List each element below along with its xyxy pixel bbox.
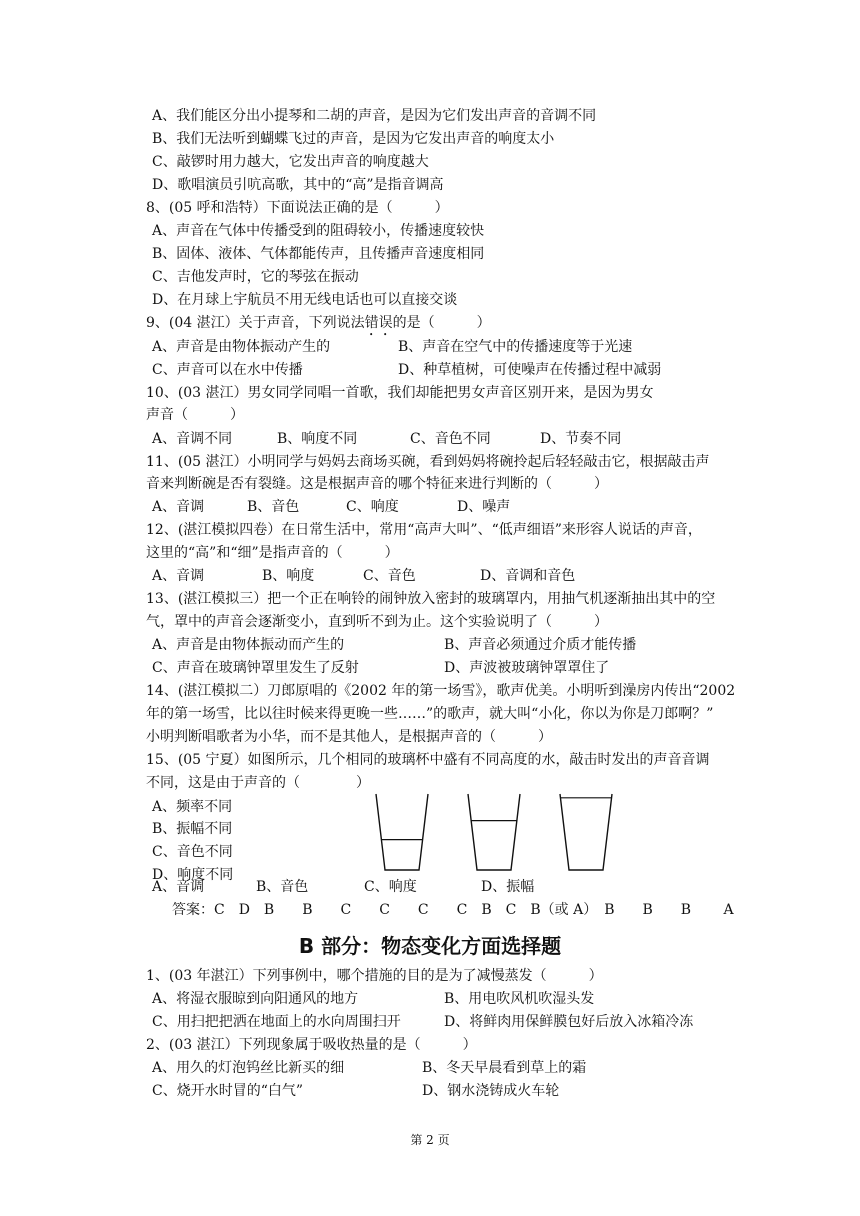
question-13-stem-cont: 气，罩中的声音会逐渐变小，直到听不到为止。这个实验说明了（ ） — [146, 614, 608, 630]
question-8-option-c: C、吉他发声时，它的琴弦在振动 — [152, 269, 359, 285]
question-9-option-b: B、声音在空气中的传播速度等于光速 — [398, 339, 633, 355]
section-b-question-1-stem: 1、(03 年湛江）下列事例中，哪个措施的目的是为了减慢蒸发（ ） — [146, 968, 603, 984]
question-13-option-d: D、声波被玻璃钟罩罩住了 — [444, 660, 610, 676]
question-9-stem-post: 的是（ ） — [392, 315, 491, 331]
question-15-stem-cont: 不同，这是由于声音的（ ） — [146, 775, 370, 791]
question-11-stem: 11、(05 湛江）小明同学与妈妈去商场买碗，看到妈妈将碗拎起后轻轻敲击它，根据敲击声 — [146, 454, 710, 470]
question-14-option-b: B、音色 — [256, 879, 309, 895]
section-b-question-1-option-d: D、将鲜肉用保鲜膜包好后放入冰箱冷冻 — [444, 1014, 694, 1030]
glass-cup — [376, 794, 428, 870]
question-13-option-b: B、声音必须通过介质才能传播 — [444, 637, 637, 653]
question-11-option-c: C、响度 — [346, 499, 399, 515]
question-13-stem: 13、(湛江模拟三）把一个正在响铃的闹钟放入密封的玻璃罩内，用抽气机逐渐抽出其中的空 — [146, 591, 716, 607]
question-13-option-c: C、声音在玻璃钟罩里发生了反射 — [152, 660, 359, 676]
question-8-stem: 8、(05 呼和浩特）下面说法正确的是（ ） — [146, 200, 449, 216]
section-b-question-1-option-c: C、用扫把把洒在地面上的水向周围扫开 — [152, 1014, 401, 1030]
question-15-option-d: D、响度不同 — [152, 867, 234, 883]
question-12-stem-cont: 这里的“高”和“细”是指声音的（ ） — [146, 545, 399, 561]
section-b-question-2-option-d: D、钢水浇铸成火车轮 — [422, 1083, 560, 1099]
question-9-option-d: D、种草植树，可使噪声在传播过程中减弱 — [398, 362, 662, 378]
question-12-stem: 12、(湛江模拟四卷）在日常生活中，常用“高声大叫”、“低声细语”来形容人说话的声音， — [146, 522, 702, 538]
question-14-option-d: D、振幅 — [481, 879, 535, 895]
question-10-stem-cont: 声音（ ） — [146, 407, 244, 423]
answer-key: 答案：C D B B C C C C B C B（或 A） B B B A — [172, 902, 734, 918]
section-b-question-2-option-c: C、烧开水时冒的“白气” — [152, 1083, 304, 1099]
question-15-option-b: B、振幅不同 — [152, 821, 233, 837]
question-9-stem-emphasis: 错误 — [364, 315, 393, 331]
question-13-option-a: A、声音是由物体振动而产生的 — [152, 637, 345, 653]
question-9-option-a: A、声音是由物体振动产生的 — [152, 339, 331, 355]
question-15-option-c: C、音色不同 — [152, 844, 233, 860]
section-b-question-1-option-b: B、用电吹风机吹湿头发 — [444, 991, 595, 1007]
question-15-option-a: A、频率不同 — [152, 799, 233, 815]
section-b-question-2-option-a: A、用久的灯泡钨丝比新买的细 — [152, 1060, 345, 1076]
question-9-option-c: C、声音可以在水中传播 — [152, 362, 303, 378]
glass-cup — [560, 794, 612, 870]
question-12-option-a: A、音调 — [152, 568, 205, 584]
question-12-option-c: C、音色 — [363, 568, 416, 584]
option-line: D、歌唱演员引吭高歌，其中的“高”是指音调高 — [152, 177, 444, 193]
option-line: B、我们无法听到蝴蝶飞过的声音，是因为它发出声音的响度太小 — [152, 131, 555, 147]
section-b-question-2-option-b: B、冬天早晨看到草上的霜 — [422, 1060, 587, 1076]
section-b-question-1-option-a: A、将湿衣服晾到向阳通风的地方 — [152, 991, 359, 1007]
question-14-stem-cont: 年的第一场雪，比以往时候来得更晚一些……”的歌声，就大叫“小化，你以为你是刀郎啊？” — [146, 706, 714, 722]
question-14-option-a: A、音调 — [152, 879, 205, 895]
section-b-heading: B 部分：物态变化方面选择题 — [298, 934, 562, 958]
glass-cup — [468, 794, 520, 870]
option-line: A、我们能区分出小提琴和二胡的声音，是因为它们发出声音的音调不同 — [152, 108, 597, 124]
question-15-stem: 15、(05 宁夏）如图所示，几个相同的玻璃杯中盛有不同高度的水，敲击时发出的声音音调 — [146, 752, 710, 768]
page-number: 第 2 页 — [410, 1133, 450, 1147]
glass-cups-figure — [370, 786, 670, 876]
question-14-option-c: C、响度 — [364, 879, 417, 895]
question-10-option-b: B、响度不同 — [277, 431, 358, 447]
question-11-option-b: B、音色 — [247, 499, 300, 515]
question-11-option-d: D、噪声 — [457, 499, 511, 515]
question-8-option-a: A、声音在气体中传播受到的阻碍较小，传播速度较快 — [152, 223, 485, 239]
question-10-option-a: A、音调不同 — [152, 431, 233, 447]
question-8-option-d: D、在月球上宇航员不用无线电话也可以直接交谈 — [152, 292, 458, 308]
question-9-stem-pre: 9、(04 湛江）关于声音，下列说法 — [146, 315, 365, 331]
question-10-stem: 10、(03 湛江）男女同学同唱一首歌，我们却能把男女声音区别开来，是因为男女 — [146, 385, 654, 401]
question-14-stem: 14、(湛江模拟二）刀郎原唱的《2002 年的第一场雪》，歌声优美。小明听到澡房内传出“2002 — [146, 683, 736, 699]
option-line: C、敲锣时用力越大，它发出声音的响度越大 — [152, 154, 429, 170]
question-12-option-b: B、响度 — [262, 568, 315, 584]
question-8-option-b: B、固体、液体、气体都能传声，且传播声音速度相同 — [152, 246, 485, 262]
question-9-stem — [146, 313, 491, 339]
question-14-stem-cont2: 小明判断唱歌者为小华，而不是其他人，是根据声音的（ ） — [146, 729, 552, 745]
question-12-option-d: D、音调和音色 — [480, 568, 576, 584]
question-11-option-a: A、音调 — [152, 499, 205, 515]
question-10-option-d: D、节奏不同 — [540, 431, 622, 447]
question-11-stem-cont: 音来判断碗是否有裂缝。这是根据声音的哪个特征来进行判断的（ ） — [146, 476, 608, 492]
question-10-option-c: C、音色不同 — [410, 431, 491, 447]
section-b-question-2-stem: 2、(03 湛江）下列现象属于吸收热量的是（ ） — [146, 1037, 477, 1053]
